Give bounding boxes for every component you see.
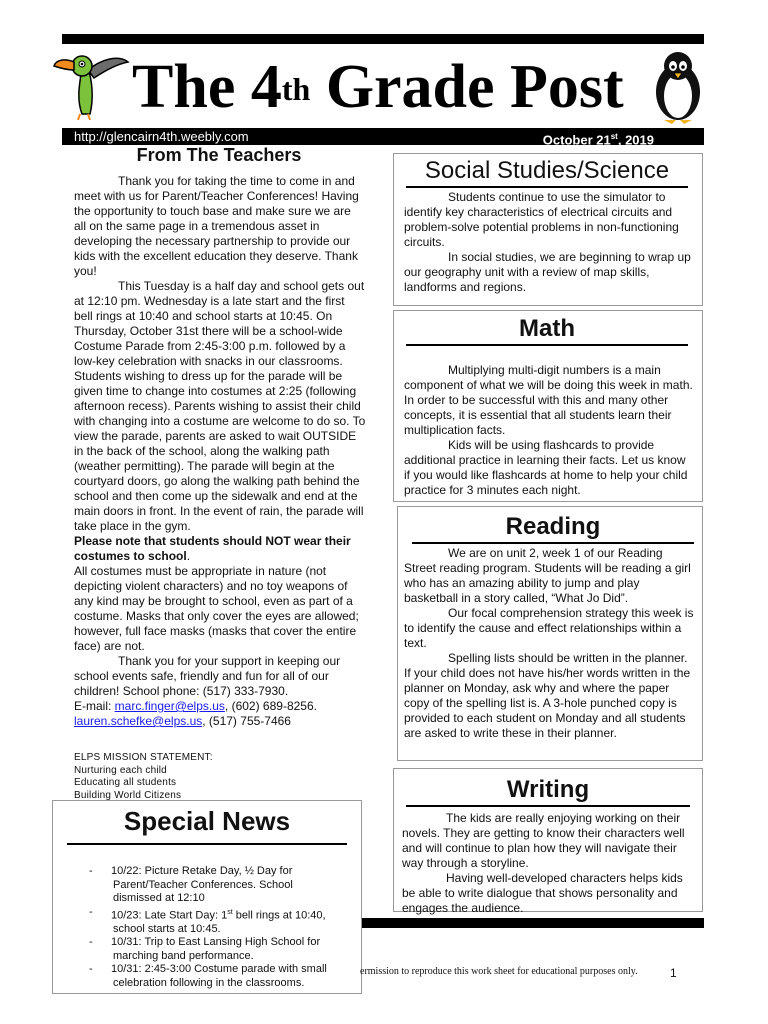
special-news-box xyxy=(52,800,362,994)
teachers-paragraph-1: Thank you for taking the time to come in and meet with us for Parent/Teacher Conferences! Having the opportunity to touch base and make sure we are all on the same page in a tremendous asset in developing the necessary partnership to provide our kids with the excellent education they deserve. Thank you! xyxy=(74,174,359,278)
teachers-paragraph-3: All costumes must be appropriate in nature (not depicting violent characters) and no toy weapons of any kind may be brought to school, even as part of a costume. Masks that only cover the eyes are allowed; however, full face masks (masks that cover the entire face) are not. xyxy=(74,564,359,653)
email-link-lauren[interactable]: lauren.schefke@elps.us xyxy=(74,714,203,728)
writing-box xyxy=(393,768,703,915)
math-paragraph-1: Multiplying multi-digit numbers is a main component of what we will be doing this week in math. In order to be successful with this and many other concepts, it is essential that all students learn their multiplication facts. xyxy=(404,363,693,437)
reading-paragraph-3: Spelling lists should be written in the planner. If your child does not have his/her words written in the planner on Monday, ask why and where the paper copy of the spelling list is. A 3-hole punched copy is provided to each student on Monday and all students are asked to write these in their planner. xyxy=(404,651,691,740)
writing-heading: Writing xyxy=(406,775,690,807)
writing-paragraph-2: Having well-developed characters helps kids be able to write dialogue that shows personality and engages the audience. xyxy=(402,871,683,915)
issue-date: October 21st, 2019 xyxy=(542,132,654,148)
teachers-column xyxy=(74,144,366,729)
special-news-list xyxy=(53,865,361,990)
writing-paragraph-1: The kids are really enjoying working on their novels. They are getting to know their characters well and will continue to plan how they will navigate their way through a storyline. xyxy=(402,811,685,870)
email-link-marc[interactable]: marc.finger@elps.us xyxy=(114,699,225,713)
math-paragraph-2: Kids will be using flashcards to provide additional practice in learning their facts. Let us know if you would like flashcards at home to help your child practice for 3 minutes each night. xyxy=(404,438,688,497)
special-news-heading: Special News xyxy=(67,805,347,845)
mission-line: Building World Citizens xyxy=(74,789,182,801)
reading-paragraph-2: Our focal comprehension strategy this week is to identify the cause and effect relationships within a text. xyxy=(404,606,694,650)
social-studies-paragraph-1: Students continue to use the simulator to identify key characteristics of electrical circuits and problem-solve potential problems in non-functioning circuits. xyxy=(404,190,679,249)
teachers-paragraph-2: This Tuesday is a half day and school gets out at 12:10 pm. Wednesday is a late start and the first bell rings at 10:40 and school starts at 10:45. On Thursday, October 31st there will be a school-wide Costume Parade from 2:45-3:00 p.m. followed by a low-key celebration with snacks in our classrooms. Students wishing to dress up for the parade will be given time to change into costumes at 2:25 (following afternoon recess). Parents wishing to assist their child with changing into a costume are welcome to do so. To view the parade, parents are asked to wait OUTSIDE in the back of the school, along the walking path (weather permitting). The parade will begin at the courtyard doors, go along the walking path behind the school and then come up the sidewalk and end at the main doors in front. In the event of rain, the parade will take place in the gym. xyxy=(74,279,366,533)
list-item: - 10/22: Picture Retake Day, ½ Day for Parent/Teacher Conferences. School dismissed at 12:10 xyxy=(89,865,293,904)
social-studies-paragraph-2: In social studies, we are beginning to wrap up our geography unit with a review of map skills, landforms and regions. xyxy=(404,250,691,294)
math-box xyxy=(393,310,703,502)
website-url[interactable]: http://glencairn4th.weebly.com xyxy=(74,129,249,144)
social-studies-box xyxy=(393,153,703,306)
list-item: - 10/23: Late Start Day: 1st bell rings at 10:40, school starts at 10:45. xyxy=(89,905,326,935)
penguin-icon xyxy=(652,50,704,124)
mission-line: Educating all students xyxy=(74,777,177,788)
math-heading: Math xyxy=(406,314,688,346)
copyright-footer: ermission to reproduce this work sheet for educational purposes only. xyxy=(360,966,638,977)
newsletter-title: The 4th Grade Post xyxy=(132,53,624,121)
costume-note: Please note that students should NOT wear their costumes to school. xyxy=(74,534,351,563)
page-number: 1 xyxy=(670,966,677,980)
email-line-1: E-mail: marc.finger@elps.us, (602) 689-8256. xyxy=(74,699,317,713)
toucan-icon xyxy=(52,48,132,120)
reading-box xyxy=(397,506,703,761)
bottom-rule xyxy=(360,918,704,928)
list-item: - 10/31: Trip to East Lansing High School for marching band performance. xyxy=(89,936,321,962)
social-studies-heading: Social Studies/Science xyxy=(406,156,688,188)
top-rule xyxy=(62,34,704,44)
reading-paragraph-1: We are on unit 2, week 1 of our Reading Street reading program. Students will be reading a girl who has an amazing ability to jump and play basketball in a story called, “What Jo Did”. xyxy=(404,546,691,605)
mission-line: Nurturing each child xyxy=(74,764,167,776)
email-line-2: lauren.schefke@elps.us, (517) 755-7466 xyxy=(74,714,291,728)
teachers-paragraph-4: Thank you for your support in keeping our school events safe, friendly and fun for all of our children! School phone: (517) 333-7930. xyxy=(74,654,341,698)
url-date-bar xyxy=(62,128,704,148)
mission-title: ELPS MISSION STATEMENT: xyxy=(74,752,213,763)
mission-statement xyxy=(74,752,334,802)
teachers-heading: From The Teachers xyxy=(136,145,302,165)
list-item: - 10/31: 2:45-3:00 Costume parade with small celebration following in the classrooms. xyxy=(89,963,327,989)
reading-heading: Reading xyxy=(412,512,694,544)
